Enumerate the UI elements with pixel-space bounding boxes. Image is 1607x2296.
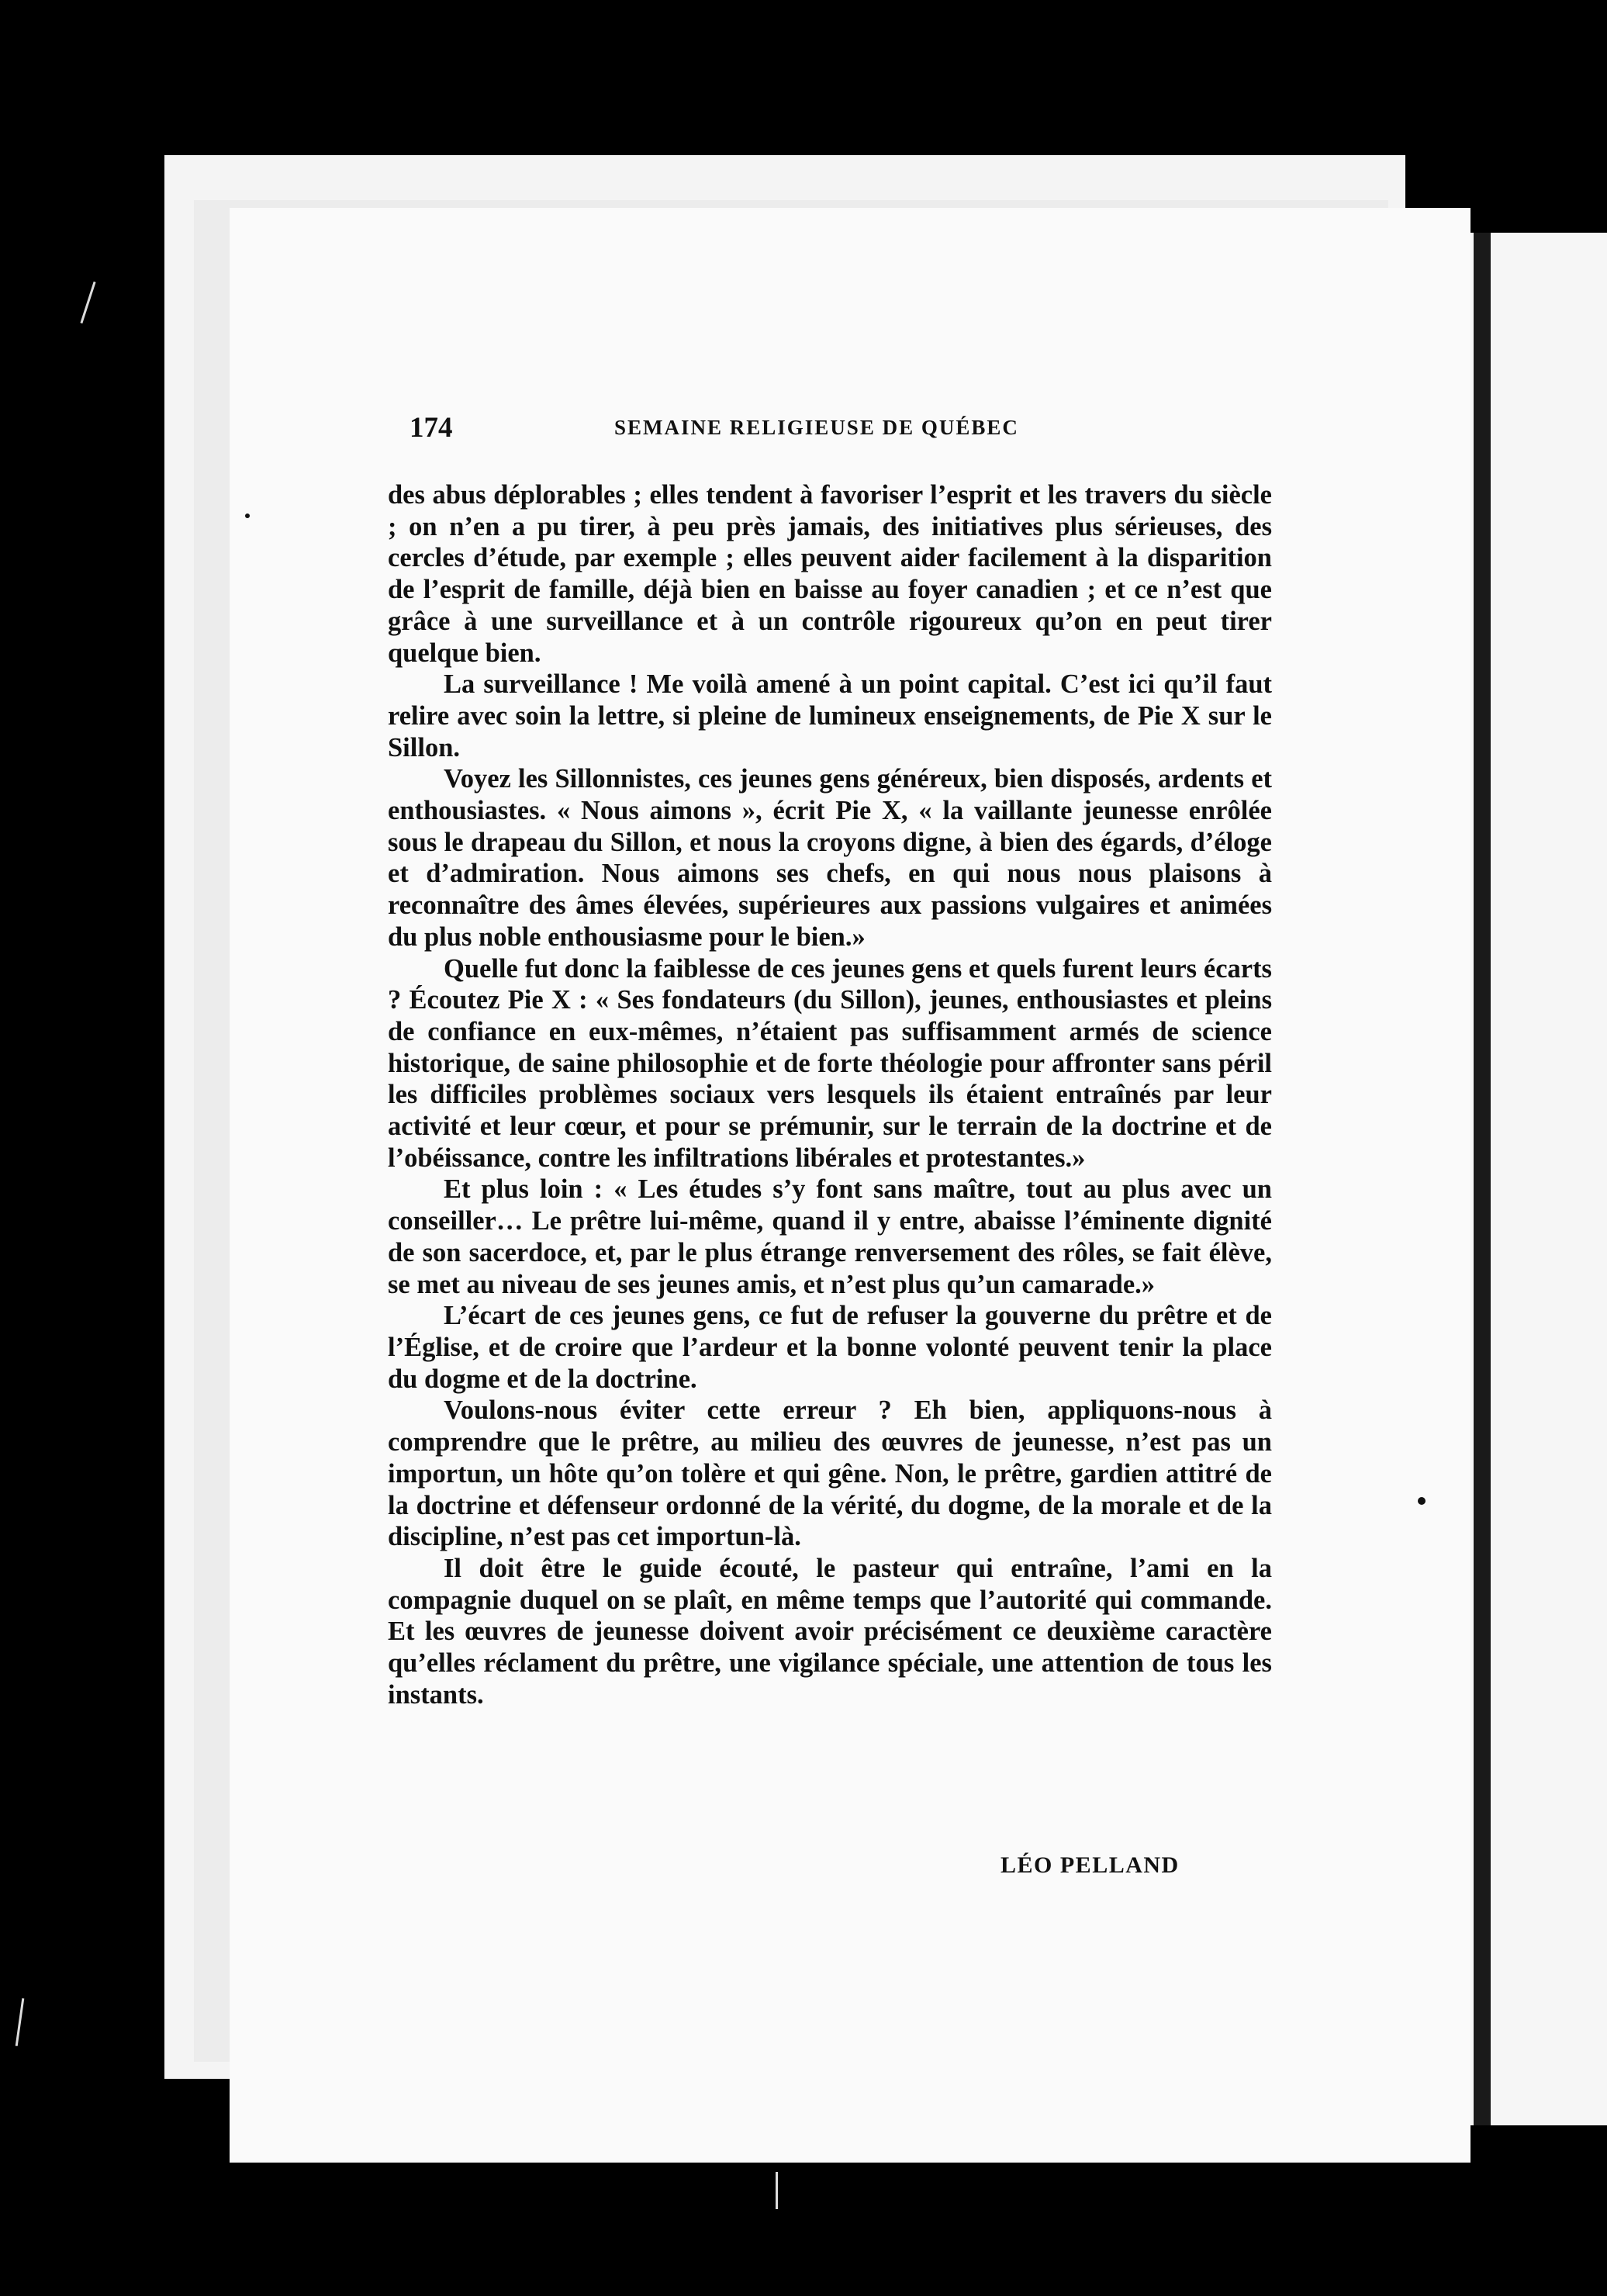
adjacent-sheet xyxy=(1449,233,1607,2125)
paragraph: Et plus loin : « Les études s’y font sans maître, tout au plus avec un conseiller… Le prêtre lui-même, quand il y entre, abaisse l’éminente dignité de son sacerdoce, et, par le plus étrange renversement des rôles, se fait élève, se met au niveau de ses jeunes amis, et n’est plus qu’un camarade.» xyxy=(388,1174,1272,1299)
paragraph: des abus déplorables ; elles tendent à favoriser l’esprit et les travers du siècle ; on n’en a pu tirer, à peu près jamais, des initiatives plus sérieuses, des cercles d’étude, par exemple ; elles peuvent aider facilement à la disparition de l’esprit de famille, déjà bien en baisse au foyer canadien ; et ce n’est que grâce à une surveillance et à un contrôle rigoureux qu’on en peut tirer quelque bien. xyxy=(388,480,1272,668)
running-head xyxy=(410,411,1356,458)
header-title: SEMAINE RELIGIEUSE DE QUÉBEC xyxy=(614,416,1019,439)
dust-speck xyxy=(245,513,250,518)
scan-scratch xyxy=(776,2172,778,2209)
paragraph: Quelle fut donc la faiblesse de ces jeunes gens et quels furent leurs écarts ? Écoutez Pie X : « Ses fondateurs (du Sillon), jeunes, enthousiastes et pleins de confiance en eux-mêmes, n’étaient pas suffisamment armés de science historique, de saine philosophie et de forte théologie pour affronter sans péril les difficiles problèmes sociaux vers lesquels ils étaient entraînés par leur activité et leur cœur, et pour se prémunir, sur le terrain de la doctrine et de l’obéissance, contre les infiltrations libérales et protestantes.» xyxy=(388,953,1272,1173)
paragraph: Voulons-nous éviter cette erreur ? Eh bien, appliquons-nous à comprendre que le prêtre, au milieu des œuvres de jeunesse, n’est pas un importun, un hôte qu’on tolère et qui gêne. Non, le prêtre, gardien attitré de la doctrine et défenseur ordonné de la vérité, du dogme, de la morale et de la discipline, n’est pas cet importun-là. xyxy=(388,1395,1272,1552)
paragraph: Voyez les Sillonnistes, ces jeunes gens généreux, bien disposés, ardents et enthousiastes. « Nous aimons », écrit Pie X, « la vaillante jeunesse enrôlée sous le drapeau du Sillon, et nous la croyons digne, à bien des égards, d’éloge et d’admiration. Nous aimons ses chefs, en qui nous nous plaisons à reconnaître des âmes élevées, supérieures aux passions vulgaires et animées du plus noble enthousiasme pour le bien.» xyxy=(388,764,1272,952)
paragraph: L’écart de ces jeunes gens, ce fut de refuser la gouverne du prêtre et de l’Église, et de croire que l’ardeur et la bonne volonté peuvent tenir la place du dogme et de la doctrine. xyxy=(388,1301,1272,1394)
scan-scratch xyxy=(16,1998,25,2046)
dust-speck xyxy=(1418,1497,1426,1505)
page-number: 174 xyxy=(410,412,453,444)
article-body xyxy=(388,479,1272,1710)
paragraph: La surveillance ! Me voilà amené à un point capital. C’est ici qu’il faut relire avec soin la lettre, si pleine de lumineux enseignements, de Pie X sur le Sillon. xyxy=(388,669,1272,762)
author-signature: LÉO PELLAND xyxy=(1000,1852,1180,1878)
book-edge xyxy=(1474,233,1491,2125)
scan-scratch xyxy=(80,282,95,323)
paragraph: Il doit être le guide écouté, le pasteur qui entraîne, l’ami en la compagnie duquel on se plaît, en même temps que l’autorité qui commande. Et les œuvres de jeunesse doivent avoir précisément ce deuxième caractère qu’elles réclament du prêtre, une vigilance spéciale, une attention de tous les instants. xyxy=(388,1553,1272,1710)
